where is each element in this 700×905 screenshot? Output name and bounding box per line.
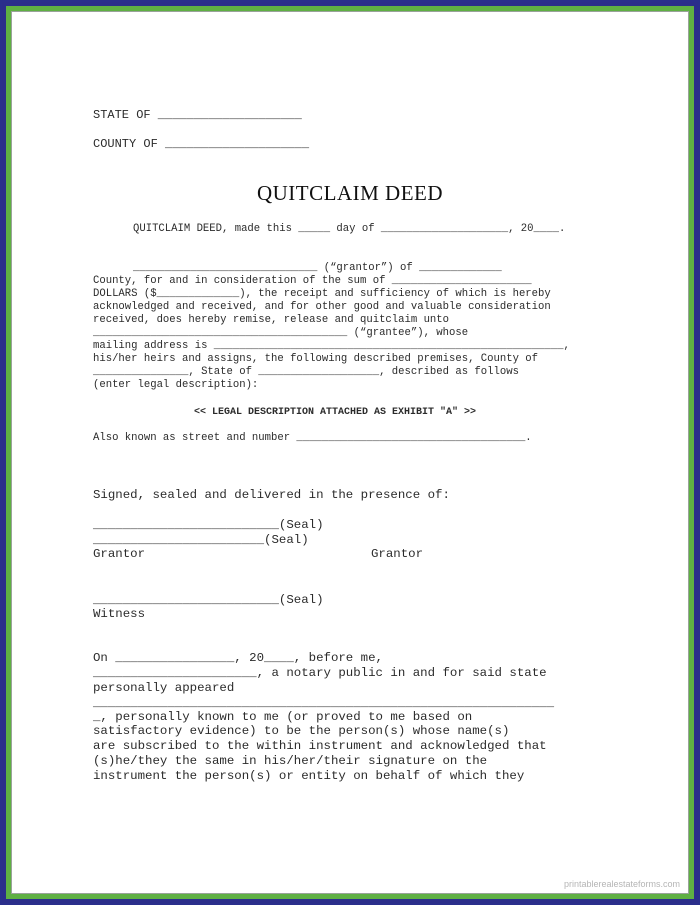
signed-line: Signed, sealed and delivered in the presence of:	[93, 488, 450, 502]
grantor-line-3: DOLLARS ($_____________), the receipt and sufficiency of which is hereby	[93, 288, 551, 300]
document-title: QUITCLAIM DEED	[256, 181, 444, 205]
watermark: printablerealestateforms.com	[563, 879, 680, 889]
notary-line-2: ______________________, a notary public in and for said state	[93, 666, 547, 680]
witness-label: Witness	[93, 607, 146, 621]
notary-line-1: On ________________, 20____, before me,	[93, 651, 383, 665]
notary-line-5: _, personally known to me (or proved to me based on	[93, 710, 473, 724]
notary-line-9: instrument the person(s) or entity on behalf of which they	[93, 769, 525, 783]
seal-line-2: _______________________(Seal)	[93, 533, 309, 547]
grantor-line-9: _______________, State of ___________________, described as follows	[93, 366, 519, 378]
state-field: STATE OF ____________________	[93, 108, 302, 122]
grantor-line-10: (enter legal description):	[93, 379, 259, 391]
grantor-label-right: Grantor	[371, 547, 424, 561]
grantor-line-5: received, does hereby remise, release and quitclaim unto	[93, 314, 450, 326]
grantor-line-4: acknowledged and received, and for other good and valuable consideration	[93, 301, 551, 313]
county-field: COUNTY OF ____________________	[93, 137, 310, 151]
grantor-line-2: County, for and in consideration of the sum of ______________________	[93, 275, 532, 287]
grantor-line-1: _____________________________ (“grantor”) of _____________	[133, 262, 502, 274]
seal-line-1: _________________________(Seal)	[93, 518, 324, 532]
grantor-line-7: mailing address is _______________________________________________________,	[93, 340, 570, 352]
notary-line-3: personally appeared	[93, 681, 235, 695]
notary-line-4: ______________________________________________________________	[93, 696, 555, 710]
grantor-label-left: Grantor	[93, 547, 146, 561]
notary-line-6: satisfactory evidence) to be the person(s) whose name(s)	[93, 724, 510, 738]
notary-line-7: are subscribed to the within instrument and acknowledged that	[93, 739, 547, 753]
street-line: Also known as street and number ____________________________________.	[93, 432, 532, 444]
intro-line: QUITCLAIM DEED, made this _____ day of ____________________, 20____.	[133, 223, 566, 235]
exhibit-note: << LEGAL DESCRIPTION ATTACHED AS EXHIBIT "A" >>	[194, 407, 477, 418]
grantor-line-8: his/her heirs and assigns, the following described premises, County of	[93, 353, 539, 365]
witness-seal-line: _________________________(Seal)	[93, 593, 324, 607]
grantor-line-6: ________________________________________ (“grantee”), whose	[93, 327, 469, 339]
notary-line-8: (s)he/they the same in his/her/their signature on the	[93, 754, 488, 768]
